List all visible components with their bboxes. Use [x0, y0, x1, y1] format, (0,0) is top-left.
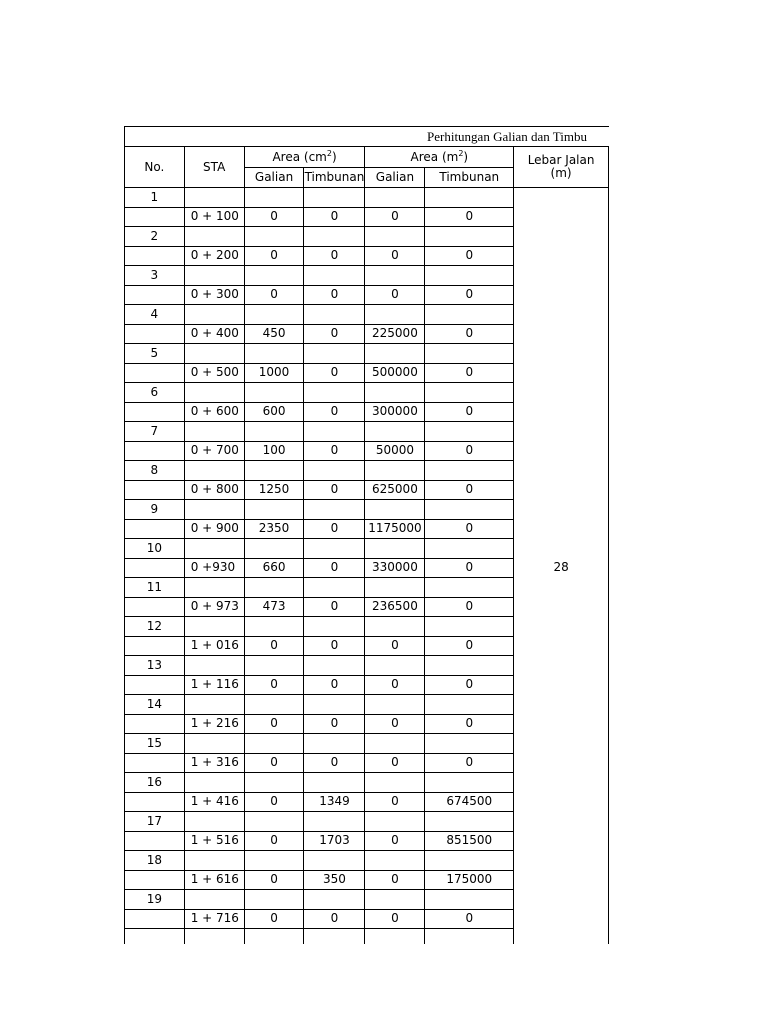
- empty-cell: [304, 383, 365, 403]
- galian-m2-cell: 1175000: [365, 519, 425, 539]
- row-number: 13: [125, 656, 185, 676]
- empty-cell: [125, 480, 185, 500]
- empty-cell: [125, 363, 185, 383]
- empty-cell: [425, 695, 514, 715]
- empty-cell: [184, 188, 244, 208]
- empty-cell: [304, 617, 365, 637]
- timbunan-cm2-cell: 0: [304, 285, 365, 305]
- empty-cell: [365, 344, 425, 364]
- empty-cell: [244, 227, 304, 247]
- empty-cell: [244, 383, 304, 403]
- empty-cell: [365, 656, 425, 676]
- empty-cell: [425, 266, 514, 286]
- timbunan-m2-cell: 674500: [425, 792, 514, 812]
- empty-cell: [365, 617, 425, 637]
- empty-cell: [425, 656, 514, 676]
- empty-cell: [365, 773, 425, 793]
- row-number: 19: [125, 890, 185, 910]
- timbunan-m2-cell: 0: [425, 597, 514, 617]
- empty-cell: [425, 383, 514, 403]
- subheader-galian-m: Galian: [365, 168, 425, 188]
- galian-cm2-cell: 0: [244, 675, 304, 695]
- timbunan-m2-cell: 175000: [425, 870, 514, 890]
- timbunan-cm2-cell: 0: [304, 246, 365, 266]
- empty-cell: [365, 422, 425, 442]
- timbunan-cm2-cell: 0: [304, 402, 365, 422]
- empty-cell: [125, 636, 185, 656]
- galian-m2-cell: 0: [365, 675, 425, 695]
- empty-cell: [125, 675, 185, 695]
- empty-cell: [304, 266, 365, 286]
- empty-cell: [425, 305, 514, 325]
- galian-m2-cell: 0: [365, 207, 425, 227]
- sta-cell: 0 + 800: [184, 480, 244, 500]
- header-row: [125, 147, 609, 168]
- galian-cm2-cell: 1250: [244, 480, 304, 500]
- empty-cell: [304, 929, 365, 945]
- timbunan-m2-cell: 0: [425, 675, 514, 695]
- row-number: 15: [125, 734, 185, 754]
- empty-cell: [365, 266, 425, 286]
- empty-cell: [244, 500, 304, 520]
- title-row: [124, 126, 609, 146]
- row-number: 16: [125, 773, 185, 793]
- empty-cell: [365, 578, 425, 598]
- empty-cell: [425, 422, 514, 442]
- empty-cell: [125, 207, 185, 227]
- timbunan-m2-cell: 0: [425, 558, 514, 578]
- empty-cell: [365, 500, 425, 520]
- row-number: 11: [125, 578, 185, 598]
- header-lebar-jalan: Lebar Jalan (m): [514, 147, 609, 188]
- empty-cell: [304, 344, 365, 364]
- empty-cell: [184, 344, 244, 364]
- galian-cm2-cell: 0: [244, 207, 304, 227]
- empty-cell: [425, 812, 514, 832]
- timbunan-m2-cell: 0: [425, 402, 514, 422]
- galian-m2-cell: 0: [365, 246, 425, 266]
- spreadsheet: [124, 126, 609, 944]
- empty-cell: [304, 578, 365, 598]
- empty-cell: [244, 461, 304, 481]
- galian-cm2-cell: 100: [244, 441, 304, 461]
- galian-m2-cell: 225000: [365, 324, 425, 344]
- empty-cell: [125, 909, 185, 929]
- empty-cell: [304, 812, 365, 832]
- galian-cm2-cell: 450: [244, 324, 304, 344]
- empty-cell: [244, 851, 304, 871]
- empty-cell: [304, 305, 365, 325]
- row-number: 9: [125, 500, 185, 520]
- timbunan-cm2-cell: 0: [304, 480, 365, 500]
- empty-cell: [365, 812, 425, 832]
- empty-cell: [184, 812, 244, 832]
- galian-m2-cell: 0: [365, 714, 425, 734]
- timbunan-m2-cell: 0: [425, 441, 514, 461]
- empty-cell: [425, 539, 514, 559]
- empty-cell: [184, 890, 244, 910]
- timbunan-m2-cell: 0: [425, 753, 514, 773]
- timbunan-m2-cell: 0: [425, 363, 514, 383]
- empty-cell: [304, 890, 365, 910]
- timbunan-cm2-cell: 1349: [304, 792, 365, 812]
- timbunan-cm2-cell: 0: [304, 363, 365, 383]
- empty-cell: [244, 929, 304, 945]
- timbunan-m2-cell: 0: [425, 909, 514, 929]
- galian-m2-cell: 300000: [365, 402, 425, 422]
- empty-cell: [184, 539, 244, 559]
- sta-cell: 0 + 973: [184, 597, 244, 617]
- galian-cm2-cell: 0: [244, 246, 304, 266]
- galian-cm2-cell: 0: [244, 285, 304, 305]
- empty-cell: [425, 344, 514, 364]
- empty-cell: [184, 578, 244, 598]
- table-row-number: [125, 188, 609, 208]
- empty-cell: [365, 305, 425, 325]
- sta-cell: 1 + 316: [184, 753, 244, 773]
- galian-cm2-cell: 0: [244, 792, 304, 812]
- empty-cell: [365, 383, 425, 403]
- row-number: 6: [125, 383, 185, 403]
- timbunan-cm2-cell: 0: [304, 909, 365, 929]
- empty-cell: [365, 461, 425, 481]
- empty-cell: [125, 870, 185, 890]
- empty-cell: [125, 831, 185, 851]
- empty-cell: [125, 285, 185, 305]
- row-number: 5: [125, 344, 185, 364]
- empty-cell: [244, 734, 304, 754]
- empty-cell: [125, 929, 185, 945]
- empty-cell: [184, 929, 244, 945]
- row-number: 17: [125, 812, 185, 832]
- galian-m2-cell: 625000: [365, 480, 425, 500]
- empty-cell: [425, 227, 514, 247]
- header-sta: STA: [184, 147, 244, 188]
- empty-cell: [304, 227, 365, 247]
- galian-m2-cell: 236500: [365, 597, 425, 617]
- sta-cell: 1 + 216: [184, 714, 244, 734]
- row-number: 8: [125, 461, 185, 481]
- timbunan-cm2-cell: 0: [304, 558, 365, 578]
- sta-cell: 1 + 016: [184, 636, 244, 656]
- empty-cell: [365, 227, 425, 247]
- empty-cell: [304, 539, 365, 559]
- empty-cell: [304, 656, 365, 676]
- timbunan-m2-cell: 0: [425, 207, 514, 227]
- timbunan-cm2-cell: 1703: [304, 831, 365, 851]
- row-number: 1: [125, 188, 185, 208]
- empty-cell: [184, 695, 244, 715]
- galian-cm2-cell: 1000: [244, 363, 304, 383]
- timbunan-m2-cell: 0: [425, 714, 514, 734]
- empty-cell: [425, 890, 514, 910]
- sta-cell: 1 + 116: [184, 675, 244, 695]
- sta-cell: 0 + 400: [184, 324, 244, 344]
- galian-m2-cell: 0: [365, 792, 425, 812]
- header-area-cm2: Area $(cm^2)$: [244, 147, 365, 168]
- empty-cell: [184, 500, 244, 520]
- row-number: 4: [125, 305, 185, 325]
- galian-cm2-cell: 0: [244, 753, 304, 773]
- sta-cell: 1 + 416: [184, 792, 244, 812]
- empty-cell: [125, 597, 185, 617]
- empty-cell: [365, 734, 425, 754]
- galian-m2-cell: 330000: [365, 558, 425, 578]
- empty-cell: [304, 461, 365, 481]
- empty-cell: [244, 422, 304, 442]
- galian-m2-cell: 0: [365, 285, 425, 305]
- empty-cell: [244, 617, 304, 637]
- empty-cell: [184, 851, 244, 871]
- subheader-timbunan-m: Timbunan: [425, 168, 514, 188]
- timbunan-cm2-cell: 0: [304, 753, 365, 773]
- empty-cell: [425, 929, 514, 945]
- galian-cm2-cell: 660: [244, 558, 304, 578]
- galian-cm2-cell: 473: [244, 597, 304, 617]
- timbunan-cm2-cell: 0: [304, 441, 365, 461]
- empty-cell: [184, 734, 244, 754]
- empty-cell: [365, 890, 425, 910]
- empty-cell: [365, 539, 425, 559]
- sta-cell: 0 + 100: [184, 207, 244, 227]
- row-number: 2: [125, 227, 185, 247]
- empty-cell: [125, 441, 185, 461]
- sta-cell: 1 + 616: [184, 870, 244, 890]
- sta-cell: 0 +930: [184, 558, 244, 578]
- sta-cell: 1 + 716: [184, 909, 244, 929]
- empty-cell: [184, 617, 244, 637]
- timbunan-cm2-cell: 0: [304, 714, 365, 734]
- empty-cell: [244, 773, 304, 793]
- timbunan-m2-cell: 851500: [425, 831, 514, 851]
- timbunan-cm2-cell: 0: [304, 519, 365, 539]
- row-number: 3: [125, 266, 185, 286]
- empty-cell: [244, 578, 304, 598]
- sta-cell: 0 + 900: [184, 519, 244, 539]
- galian-m2-cell: 0: [365, 909, 425, 929]
- row-number: 18: [125, 851, 185, 871]
- sta-cell: 0 + 700: [184, 441, 244, 461]
- empty-cell: [425, 461, 514, 481]
- row-number: 10: [125, 539, 185, 559]
- row-number: 14: [125, 695, 185, 715]
- empty-cell: [184, 773, 244, 793]
- galian-m2-cell: 500000: [365, 363, 425, 383]
- empty-cell: [184, 422, 244, 442]
- sta-cell: 0 + 600: [184, 402, 244, 422]
- empty-cell: [365, 695, 425, 715]
- empty-cell: [184, 305, 244, 325]
- row-number: 7: [125, 422, 185, 442]
- header-area-m2: Area $(m^2)$: [365, 147, 514, 168]
- empty-cell: [244, 305, 304, 325]
- empty-cell: [304, 773, 365, 793]
- empty-cell: [365, 929, 425, 945]
- empty-cell: [125, 402, 185, 422]
- timbunan-cm2-cell: 0: [304, 324, 365, 344]
- empty-cell: [184, 266, 244, 286]
- timbunan-m2-cell: 0: [425, 246, 514, 266]
- empty-cell: [425, 851, 514, 871]
- empty-cell: [244, 539, 304, 559]
- sta-cell: 1 + 516: [184, 831, 244, 851]
- timbunan-cm2-cell: 0: [304, 675, 365, 695]
- empty-cell: [425, 734, 514, 754]
- empty-cell: [244, 812, 304, 832]
- calculation-table: [124, 146, 609, 944]
- galian-m2-cell: 0: [365, 753, 425, 773]
- galian-cm2-cell: 600: [244, 402, 304, 422]
- timbunan-cm2-cell: 0: [304, 597, 365, 617]
- timbunan-m2-cell: 0: [425, 324, 514, 344]
- galian-cm2-cell: 0: [244, 831, 304, 851]
- timbunan-m2-cell: 0: [425, 636, 514, 656]
- empty-cell: [304, 188, 365, 208]
- empty-cell: [244, 656, 304, 676]
- empty-cell: [365, 188, 425, 208]
- galian-m2-cell: 50000: [365, 441, 425, 461]
- empty-cell: [244, 344, 304, 364]
- galian-m2-cell: 0: [365, 870, 425, 890]
- sta-cell: 0 + 200: [184, 246, 244, 266]
- subheader-galian-cm: Galian: [244, 168, 304, 188]
- empty-cell: [304, 695, 365, 715]
- empty-cell: [304, 500, 365, 520]
- lebar-jalan-value: 28: [514, 188, 609, 945]
- galian-cm2-cell: 2350: [244, 519, 304, 539]
- empty-cell: [244, 695, 304, 715]
- empty-cell: [425, 578, 514, 598]
- empty-cell: [184, 656, 244, 676]
- subheader-timbunan-cm: Timbunan: [304, 168, 365, 188]
- timbunan-cm2-cell: 0: [304, 636, 365, 656]
- empty-cell: [125, 792, 185, 812]
- timbunan-cm2-cell: 350: [304, 870, 365, 890]
- empty-cell: [125, 246, 185, 266]
- header-no: No.: [125, 147, 185, 188]
- galian-cm2-cell: 0: [244, 909, 304, 929]
- sta-cell: 0 + 300: [184, 285, 244, 305]
- sheet-title: Perhitungan Galian dan Timbu: [427, 129, 587, 144]
- empty-cell: [184, 461, 244, 481]
- empty-cell: [184, 227, 244, 247]
- empty-cell: [125, 519, 185, 539]
- galian-m2-cell: 0: [365, 636, 425, 656]
- empty-cell: [425, 617, 514, 637]
- timbunan-m2-cell: 0: [425, 285, 514, 305]
- empty-cell: [304, 734, 365, 754]
- row-number: 12: [125, 617, 185, 637]
- sta-cell: 0 + 500: [184, 363, 244, 383]
- empty-cell: [425, 500, 514, 520]
- galian-cm2-cell: 0: [244, 714, 304, 734]
- empty-cell: [304, 851, 365, 871]
- empty-cell: [184, 383, 244, 403]
- galian-cm2-cell: 0: [244, 636, 304, 656]
- timbunan-m2-cell: 0: [425, 480, 514, 500]
- empty-cell: [125, 714, 185, 734]
- empty-cell: [304, 422, 365, 442]
- empty-cell: [425, 773, 514, 793]
- empty-cell: [365, 851, 425, 871]
- empty-cell: [125, 558, 185, 578]
- empty-cell: [125, 324, 185, 344]
- galian-cm2-cell: 0: [244, 870, 304, 890]
- empty-cell: [244, 188, 304, 208]
- empty-cell: [425, 188, 514, 208]
- galian-m2-cell: 0: [365, 831, 425, 851]
- timbunan-m2-cell: 0: [425, 519, 514, 539]
- empty-cell: [244, 890, 304, 910]
- empty-cell: [125, 753, 185, 773]
- empty-cell: [244, 266, 304, 286]
- timbunan-cm2-cell: 0: [304, 207, 365, 227]
